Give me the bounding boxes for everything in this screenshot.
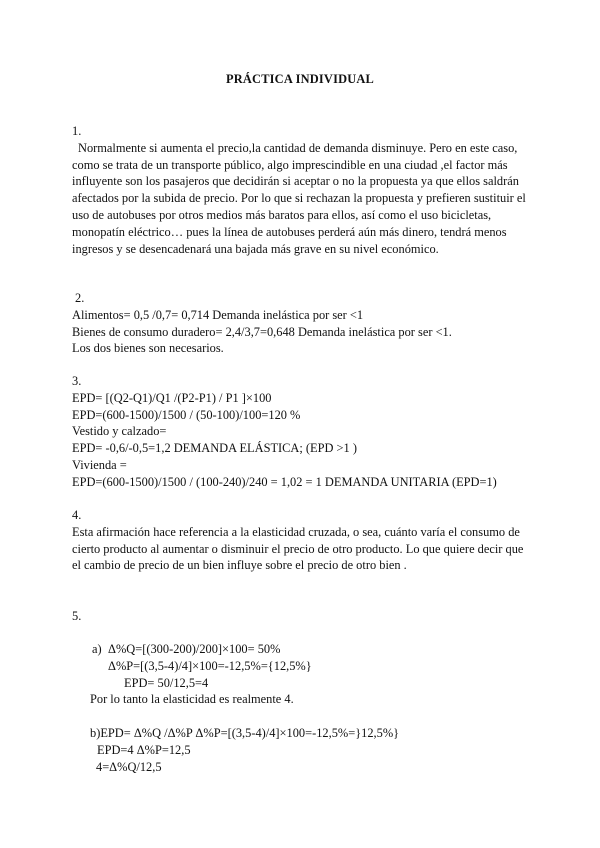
question-4-number: 4.: [72, 508, 82, 522]
question-2-conclusion: Los dos bienes son necesarios.: [72, 341, 224, 356]
question-3-clothing-result: EPD= -0,6/-0,5=1,2 DEMANDA ELÁSTICA; (EPD >1 ): [72, 441, 357, 456]
question-3-number: 3.: [72, 374, 82, 388]
question-3-formula: EPD= [(Q2-Q1)/Q1 /(P2-P1) / P1 ]×100: [72, 390, 272, 405]
question-1-answer: Normalmente si aumenta el precio,la cantidad de demanda disminuye. Pero en este caso, como se trata de un transporte público, algo imprescindible en una ciudad ,el factor más influyente son los pasajeros que decidirán si aceptar o no la propuesta ya que ellos saldrán afectados por la subida de precio. Por lo que si rechazan la propuesta y prefieren sustituir el uso de autobuses por otros medios más baratos para ellos, así como el uso bicicletas, monopatín eléctrico… pues la línea de autobuses perderá aún más dinero, tendrá menos ingresos y se desencadenará una bajada más grave en su nivel económico.: [72, 140, 526, 256]
part-a-price-change: Δ%P=[(3,5-4)/4]×100=-12,5%={12,5%}: [108, 659, 312, 673]
question-3-housing-result: EPD=(600-1500)/1500 / (100-240)/240 = 1,02 = 1 DEMANDA UNITARIA (EPD=1): [72, 474, 497, 489]
question-2: [72, 290, 534, 357]
part-a-epd: EPD= 50/12,5=4: [124, 676, 209, 690]
part-a-quantity-change: Δ%Q=[(300-200)/200]×100= 50%: [108, 642, 281, 656]
question-4: [72, 507, 534, 574]
question-2-durables: Bienes de consumo duradero= 2,4/3,7=0,648 Demanda inelástica por ser <1.: [72, 324, 452, 339]
question-3-calc: EPD=(600-1500)/1500 / (50-100)/100=120 %: [72, 407, 301, 422]
question-5-number: 5.: [72, 609, 82, 623]
part-b-formula: b)EPD= Δ%Q /Δ%P Δ%P=[(3,5-4)/4]×100=-12,5%=}12,5%}: [90, 726, 400, 740]
part-b-equation: 4=Δ%Q/12,5: [96, 760, 162, 774]
question-3: [72, 373, 534, 491]
part-b-values: EPD=4 Δ%P=12,5: [97, 743, 191, 757]
question-3-housing-label: Vivienda =: [72, 457, 127, 472]
question-4-answer: Esta afirmación hace referencia a la elasticidad cruzada, o sea, cuánto varía el consumo de cierto producto al aumentar o disminuir el precio de otro producto. Lo que quiere decir que el cambio de precio de un bien influye sobre el precio de otro bien .: [72, 524, 524, 573]
question-5: [72, 608, 534, 625]
question-1: [72, 123, 534, 257]
question-1-number: 1.: [72, 124, 82, 138]
question-2-number: 2.: [75, 291, 85, 305]
question-3-clothing-label: Vestido y calzado=: [72, 424, 167, 439]
part-a-label: a): [92, 642, 102, 656]
question-2-food: Alimentos= 0,5 /0,7= 0,714 Demanda inelástica por ser <1: [72, 307, 364, 322]
page-title: PRÁCTICA INDIVIDUAL: [225, 72, 375, 86]
part-a-conclusion: Por lo tanto la elasticidad es realmente 4.: [90, 692, 294, 706]
